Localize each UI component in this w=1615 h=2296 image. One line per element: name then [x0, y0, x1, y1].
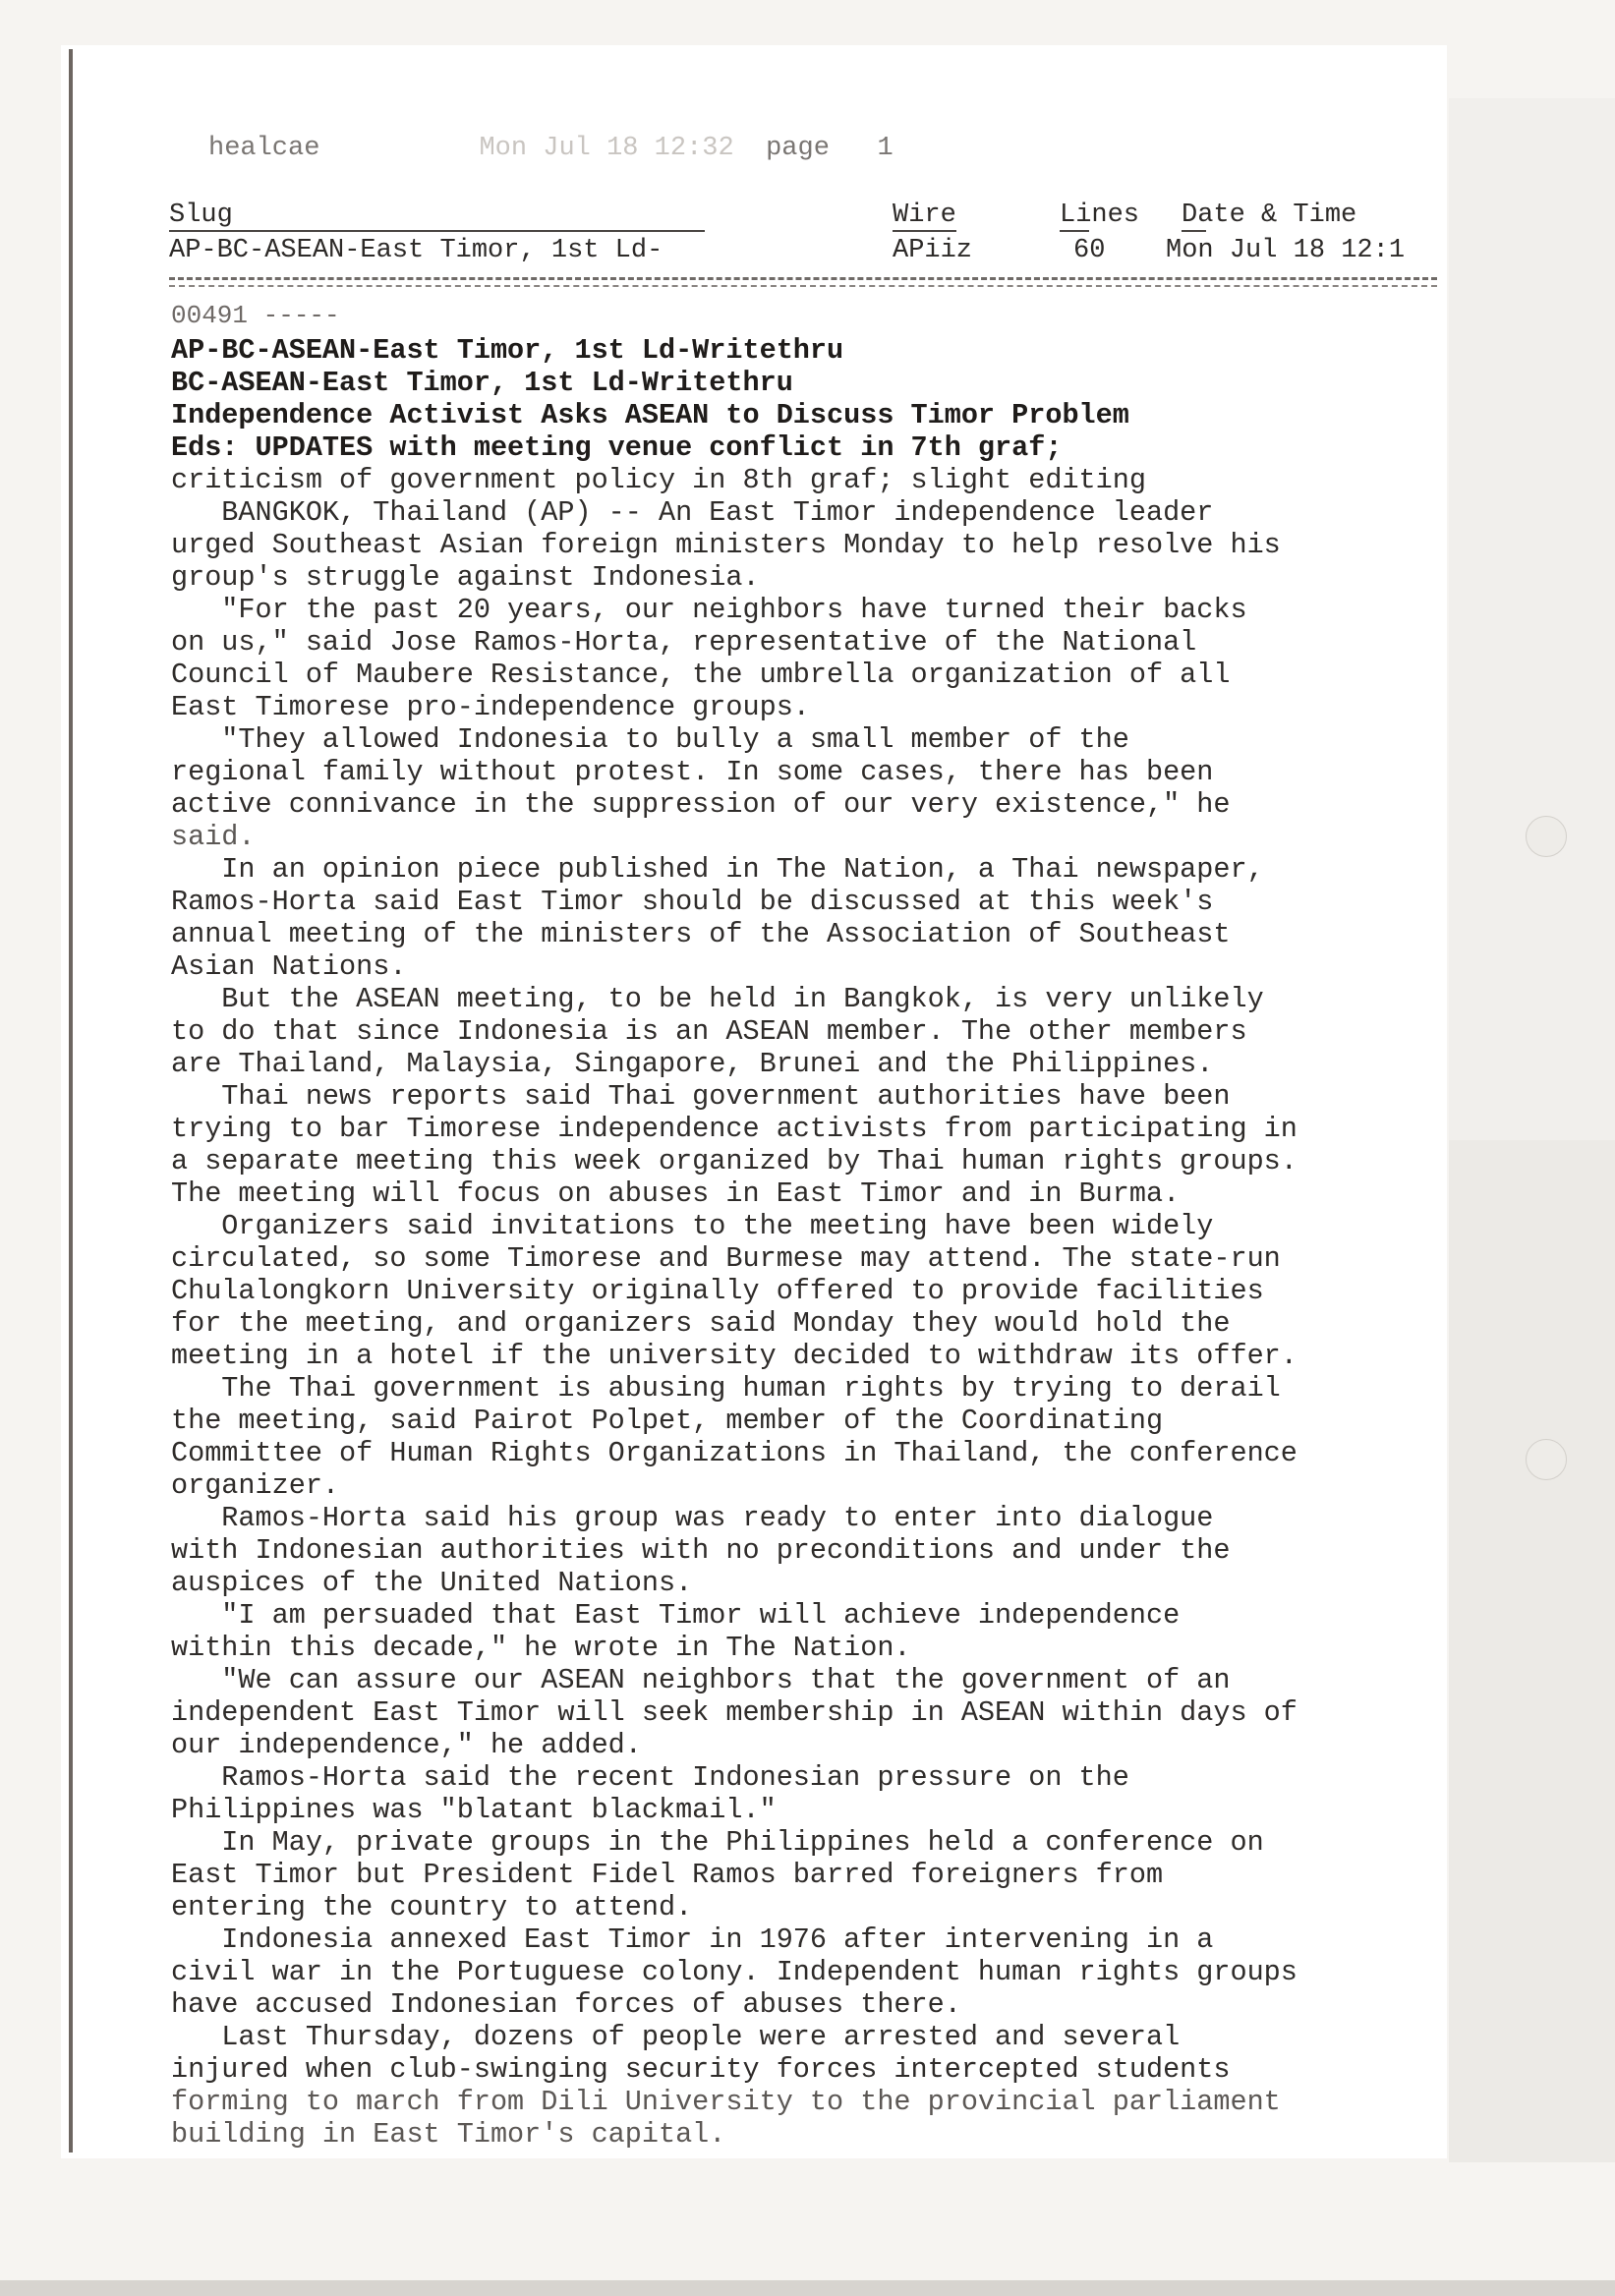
story-line: entering the country to attend. [171, 1891, 693, 1923]
story-line: "They allowed Indonesia to bully a small member of the [171, 723, 1129, 756]
header-divider-secondary [169, 285, 1437, 287]
story-line: civil war in the Portuguese colony. Independent human rights groups [171, 1956, 1298, 1988]
story-line: Committee of Human Rights Organizations in Thailand, the conference [171, 1437, 1298, 1469]
story-line: with Indonesian authorities with no preconditions and under the [171, 1534, 1231, 1567]
story-line: active connivance in the suppression of our very existence," he [171, 788, 1231, 821]
story-line: on us," said Jose Ramos-Horta, representative of the National [171, 626, 1197, 659]
story-line: Independence Activist Asks ASEAN to Discuss Timor Problem [171, 399, 1129, 431]
story-line: forming to march from Dili University to the provincial parliament [171, 2086, 1281, 2118]
story-line: Ramos-Horta said the recent Indonesian pressure on the [171, 1761, 1129, 1794]
punch-hole [1526, 816, 1567, 857]
scanner-bottom-edge [0, 2280, 1615, 2296]
page-binding-edge [69, 49, 73, 2152]
story-line: within this decade," he wrote in The Nation. [171, 1632, 911, 1664]
story-line: annual meeting of the ministers of the Association of Southeast [171, 918, 1231, 950]
story-line: are Thailand, Malaysia, Singapore, Brunei and the Philippines. [171, 1048, 1214, 1080]
story-line: Chulalongkorn University originally offered to provide facilities [171, 1275, 1264, 1307]
story-line: the meeting, said Pairot Polpet, member of the Coordinating [171, 1405, 1164, 1437]
header-left-text: healcae [208, 134, 320, 163]
story-line: The Thai government is abusing human rights by trying to derail [171, 1372, 1281, 1405]
story-line: Ramos-Horta said his group was ready to enter into dialogue [171, 1502, 1214, 1534]
story-line: group's struggle against Indonesia. [171, 561, 760, 594]
story-line: have accused Indonesian forces of abuses there. [171, 1988, 961, 2021]
story-line: BANGKOK, Thailand (AP) -- An East Timor independence leader [171, 496, 1214, 529]
story-line: building in East Timor's capital. [171, 2118, 726, 2151]
story-line: for the meeting, and organizers said Monday they would hold the [171, 1307, 1231, 1340]
story-line: Indonesia annexed East Timor in 1976 after intervening in a [171, 1923, 1214, 1956]
story-line: AP-BC-ASEAN-East Timor, 1st Ld-Writethru [171, 334, 844, 367]
story-line: trying to bar Timorese independence activists from participating in [171, 1113, 1298, 1145]
story-line: "For the past 20 years, our neighbors have turned their backs [171, 594, 1247, 626]
story-body [171, 334, 1439, 2151]
story-line: circulated, so some Timorese and Burmese may attend. The state-run [171, 1242, 1281, 1275]
story-line: Thai news reports said Thai government authorities have been [171, 1080, 1231, 1113]
metadata-labels-row: Slug Wire Lines Date & Time [169, 201, 1357, 230]
story-line: urged Southeast Asian foreign ministers Monday to help resolve his [171, 529, 1281, 561]
header-page-label: page [766, 134, 830, 163]
story-line: regional family without protest. In some cases, there has been [171, 756, 1214, 788]
story-line: organizer. [171, 1469, 340, 1502]
header-page-number: 1 [877, 134, 894, 163]
story-line: Asian Nations. [171, 950, 407, 983]
wire-value: APiiz [893, 236, 973, 265]
story-line: In May, private groups in the Philippines held a conference on [171, 1826, 1264, 1859]
header-timestamp: Mon Jul 18 12:32 [479, 134, 734, 163]
lines-value: 60 [1073, 236, 1106, 265]
story-id: 00491 ----- [171, 301, 340, 330]
story-line: Ramos-Horta said East Timor should be discussed at this week's [171, 886, 1214, 918]
story-line: BC-ASEAN-East Timor, 1st Ld-Writethru [171, 367, 793, 399]
story-line: to do that since Indonesia is an ASEAN member. The other members [171, 1015, 1247, 1048]
story-line: meeting in a hotel if the university decided to withdraw its offer. [171, 1340, 1298, 1372]
story-line: Philippines was "blatant blackmail." [171, 1794, 777, 1826]
story-line: said. [171, 821, 256, 853]
header-divider [169, 277, 1437, 280]
story-line: Council of Maubere Resistance, the umbrella organization of all [171, 659, 1231, 691]
story-line: injured when club-swinging security forces intercepted students [171, 2053, 1231, 2086]
date-time-value: Mon Jul 18 12:1 [1166, 236, 1406, 265]
story-line: Last Thursday, dozens of people were arrested and several [171, 2021, 1181, 2053]
story-line: In an opinion piece published in The Nation, a Thai newspaper, [171, 853, 1264, 886]
punch-hole [1526, 1439, 1567, 1480]
scanner-margin-lower [1449, 1140, 1615, 2162]
metadata-values-row [169, 236, 1437, 269]
story-line: The meeting will focus on abuses in East Timor and in Burma. [171, 1177, 1181, 1210]
story-line: "I am persuaded that East Timor will achieve independence [171, 1599, 1181, 1632]
story-line: auspices of the United Nations. [171, 1567, 693, 1599]
story-line: Eds: UPDATES with meeting venue conflict in 7th graf; [171, 431, 1063, 464]
story-line: But the ASEAN meeting, to be held in Bangkok, is very unlikely [171, 983, 1264, 1015]
story-line: Organizers said invitations to the meeting have been widely [171, 1210, 1214, 1242]
story-line: independent East Timor will seek membership in ASEAN within days of [171, 1696, 1298, 1729]
story-line: "We can assure our ASEAN neighbors that the government of an [171, 1664, 1231, 1696]
story-line: East Timorese pro-independence groups. [171, 691, 810, 723]
story-line: our independence," he added. [171, 1729, 642, 1761]
story-line: East Timor but President Fidel Ramos barred foreigners from [171, 1859, 1164, 1891]
story-line: a separate meeting this week organized by Thai human rights groups. [171, 1145, 1298, 1177]
print-header [208, 134, 894, 163]
slug-value: AP-BC-ASEAN-East Timor, 1st Ld- [169, 236, 663, 265]
story-line: criticism of government policy in 8th graf; slight editing [171, 464, 1146, 496]
